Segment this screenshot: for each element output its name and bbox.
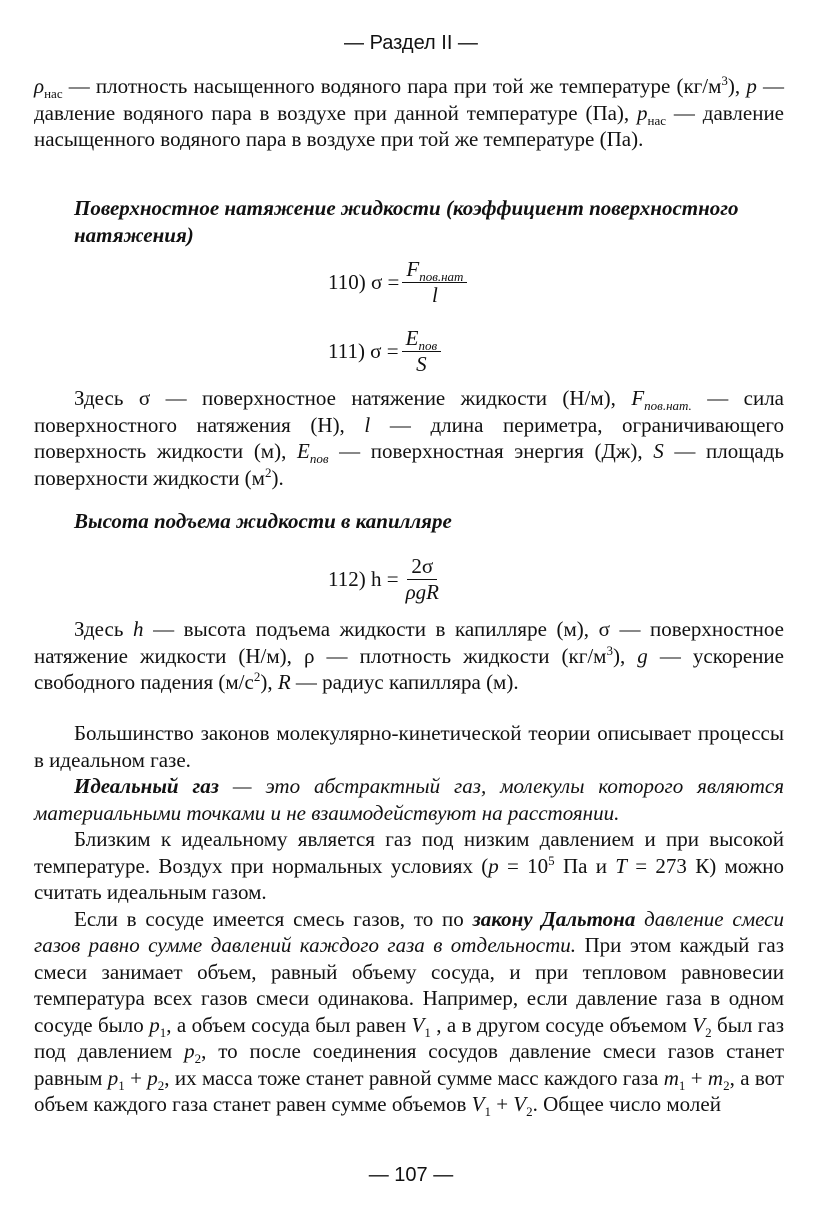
text-run: — поверхностная энергия (Дж), [328,439,654,463]
text-run: , то после соединения сосудов давление смеси газов станет равным [34,1039,784,1090]
superscript: 5 [548,852,555,868]
superscript: 3 [606,642,613,658]
subscript: пов.нат [419,269,464,285]
text-run: = 273 К) можно считать идеальным газом. [34,853,784,904]
denominator [412,352,431,375]
formula-label: 110) σ = [328,269,400,294]
paragraph-mkt: Большинство законов молекулярно-кинетической теории описывает процессы в идеальном газе. [34,721,784,772]
text-run: Здесь σ — поверхностное натяжение жидкости (Н/м), [74,386,632,410]
text-run: ). [271,465,284,490]
subscript: пов.нат. [644,398,692,414]
symbol: p [149,1012,160,1037]
subscript: 2 [194,1051,202,1067]
term-dalton-law: закону Дальтона [472,906,636,931]
symbol: V [692,1012,706,1037]
text-run: , а в другом сосуде объемом [430,1012,693,1037]
symbol: ρgR [405,580,439,604]
paragraph-dalton [34,906,784,1118]
symbol: g [637,643,648,668]
text-run: Близким к идеальному является газ под низким давлением и при высокой температуре. Воздух при нормальных условиях ( [34,827,784,878]
superscript: 3 [721,73,728,88]
numerator [402,258,467,283]
explanation-text [34,385,784,491]
subscript: пов [309,451,329,467]
formula-label: 112) h = [328,566,399,591]
capillary-explanation [34,616,784,696]
text-run: + [490,1092,514,1116]
text-run: Па и [554,853,616,878]
rho-symbol: ρ [34,74,45,98]
symbol: p [637,100,648,125]
subscript: нас [44,86,63,102]
text-run: , а вот объем каждого газа станет равен сумме объемов [34,1065,785,1116]
formula-110 [328,258,467,306]
symbol: T [615,853,627,878]
symbol: S [653,439,664,463]
denominator [402,580,443,603]
symbol: p [184,1039,195,1063]
text-run: был газ под давлением [34,1012,784,1063]
text-run: + [124,1065,148,1090]
paragraph-normal-conditions [34,826,784,906]
main-body [34,720,784,1118]
symbol: V [411,1012,425,1037]
text-run: , их масса тоже станет равной сумме масс каждого газа [164,1065,664,1090]
symbol: p [746,74,757,98]
subscript: 1 [118,1077,125,1093]
symbol: p [107,1065,119,1090]
symbol: l [432,283,438,307]
formula-112 [328,555,443,603]
text-run: + [685,1065,708,1090]
symbol: F [631,386,645,410]
explanation-text [34,616,784,696]
subscript: 1 [159,1024,167,1040]
subscript: 1 [424,1024,431,1040]
symbol: l [364,412,371,437]
text-run: — давление водяного пара в воздухе при данной температуре (Па), [34,74,785,125]
intro-text [34,73,784,153]
superscript: 2 [264,464,272,480]
text-run: — ускорение свободного падения (м/с [34,643,784,694]
text-run: ), [260,670,278,694]
fraction [402,327,441,375]
text-run: — радиус капилляра (м). [290,670,519,694]
text-run: , а объем сосуда был равен [166,1012,412,1037]
fraction [402,555,443,603]
symbol: R [277,670,291,694]
subscript: 2 [705,1024,712,1040]
numerator: 2σ [407,555,437,580]
text-run: Если в сосуде имеется смесь газов, то по [74,906,473,931]
symbol: F [406,257,420,281]
running-header: — Раздел II — [344,32,478,54]
symbol: p [488,853,499,878]
intro-paragraph [34,73,784,153]
text-run: — длина периметра, ограничивающего поверхность жидкости (м), [34,412,784,463]
text-run: — давление насыщенного водяного пара в воздухе при той же температуре (Па). [34,100,785,151]
symbol: V [471,1092,485,1116]
subscript: 2 [723,1077,730,1093]
symbol: m [663,1065,679,1090]
formula-label: 111) σ = [328,338,399,363]
subscript: 2 [526,1104,533,1120]
subscript: нас [647,112,667,128]
text-run: ), [727,74,747,98]
paragraph-ideal-gas [34,773,784,826]
symbol: m [707,1065,724,1090]
text-run: = 10 [498,853,549,878]
text-run: — высота подъема жидкости в капилляре (м), σ — поверхностное натяжение жидкости (Н/м), ρ — плотность жидкости (кг/м [34,617,784,668]
symbol: E [297,439,310,463]
text-run: Здесь [74,617,134,641]
subscript: 2 [157,1077,165,1093]
symbol: S [416,352,427,376]
text-run: — площадь поверхности жидкости (м [34,439,784,490]
denominator [428,283,442,306]
symbol: V [513,1092,527,1116]
law-statement: давление смеси газов равно сумме давлений каждого газа в отдельности. [34,906,784,957]
text-run: ), [612,643,638,668]
text-run: . Общее число молей [532,1092,721,1116]
section-heading-surface-tension: Поверхностное натяжение жидкости (коэффициент поверхностного натяжения) [74,196,739,247]
numerator [402,327,441,352]
symbol: p [147,1065,158,1090]
formula-111 [328,327,441,375]
definition-text: — это абстрактный газ, молекулы которого являются материальными точками и не взаимодействуют на расстоянии. [34,774,785,825]
surface-tension-explanation [34,385,784,491]
term-ideal-gas: Идеальный газ [74,774,219,798]
section-heading-capillary: Высота подъема жидкости в капилляре [74,509,452,533]
text-run: — плотность насыщенного водяного пара при той же температуре (кг/м [62,74,722,98]
subscript: пов [418,338,438,354]
text-run: — сила поверхностного натяжения (Н), [34,386,784,437]
text-run: При этом каждый газ смеси занимает объем, равный объему сосуда, и при тепловом равновесии температура всех газов смеси одинакова. Например, если давление газа в одном сосуде было [34,933,784,1037]
page-number: — 107 — [368,1164,454,1186]
superscript: 2 [253,669,261,684]
subscript: 1 [678,1077,686,1093]
symbol: E [405,326,419,350]
fraction [402,258,467,306]
symbol: h [133,617,144,641]
subscript: 1 [484,1104,491,1120]
